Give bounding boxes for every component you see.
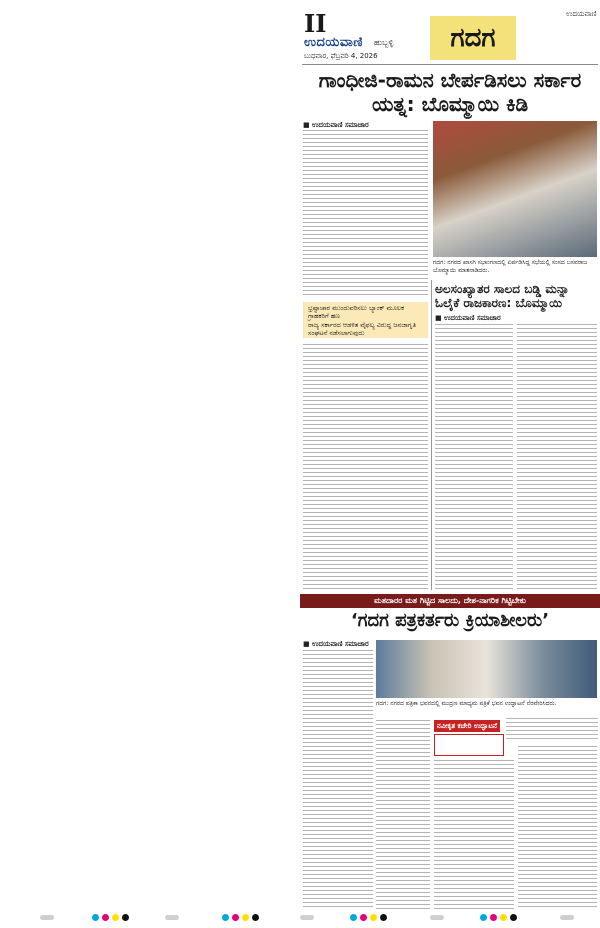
reg-magenta <box>360 914 367 921</box>
third-body-col1 <box>303 650 373 910</box>
reg-magenta <box>232 914 239 921</box>
reg-yellow <box>242 914 249 921</box>
second-body-col1 <box>435 324 513 590</box>
reg-yellow <box>500 914 507 921</box>
second-byline: ■ ಉದಯವಾಣಿ ಸಮಾಚಾರ <box>435 314 501 322</box>
reg-cyan <box>222 914 229 921</box>
lead-bullet-1: ಭ್ರಷ್ಟಾಚಾರ ಮುಂದುವರಿಸಲು ಬ್ಯಾಂಕ್ ಮೂಲಕ ಗ್ರಾಹಕರಿಗೆ ಹಣ <box>308 304 405 320</box>
lead-byline: ■ ಉದಯವಾಣಿ ಸಮಾಚಾರ <box>303 121 369 129</box>
reg-yellow <box>370 914 377 921</box>
print-mark <box>40 915 54 920</box>
lead-headline: ಗಾಂಧೀಜಿ-ರಾಮನ ಬೇರ್ಪಡಿಸಲು ಸರ್ಕಾರ ಯತ್ನ: ಬೊಮ್ಮಾಯಿ ಕಿಡಿ <box>318 68 582 116</box>
section-title: ಗದಗ <box>450 23 496 53</box>
print-mark <box>300 915 314 920</box>
reg-magenta <box>490 914 497 921</box>
corner-label: ಉದಯವಾಣಿ <box>566 10 597 18</box>
header-rule <box>302 64 598 65</box>
third-body-col4 <box>518 746 597 910</box>
third-byline: ■ ಉದಯವಾಣಿ ಸಮಾಚಾರ <box>303 640 369 648</box>
column-rule <box>431 280 432 590</box>
lead-photo <box>433 121 597 257</box>
print-mark <box>165 915 179 920</box>
paper-edition: ಹುಬ್ಬಳ್ಳಿ <box>374 38 394 47</box>
third-headline: ‘ಗದಗ ಪತ್ರಕರ್ತರು ಕ್ರಿಯಾಶೀಲರು’ <box>350 610 550 631</box>
paper-date: ಬುಧವಾರ, ಫೆಬ್ರವರಿ 4, 2026 <box>304 52 378 60</box>
third-photo <box>376 640 597 698</box>
third-body-col3 <box>434 760 514 910</box>
strip-text: ಮತದಾರರ ಮತ ಗಿಟ್ಟಿದ ಸಾಲದು, ದೇಶ-ನಾಗರಿಕ ಗಿಟ್ಟಿಬೇಕು <box>374 596 526 605</box>
lead-body-col2 <box>303 344 428 590</box>
third-photo-caption: ಗದಗ: ನಗರದ ಪತ್ರಿಕಾ ಭವನದಲ್ಲಿ ಮುದ್ರಣ ಮಾಧ್ಯಮ ಪತ್ರಿಕೆ ಭವನ ಉದ್ಘಾಟನೆ ನೆರವೇರಿಸಿದರು. <box>376 700 557 707</box>
lead-bullet-2: ರಾಜ್ಯ ಸರ್ಕಾರದ ಆಡಳಿತ ವೈಫಲ್ಯ ವಿರುದ್ಧ ಜನಜಾಗೃತಿ ಸಂಘಟನೆ ನಡೆಸಲಾಗುವುದು <box>308 321 417 337</box>
third-inset <box>434 734 504 756</box>
second-headline: ಅಲಸಂಖ್ಯಾತರ ಸಾಲದ ಬಡ್ಡಿ ಮನ್ನಾ ಓಲೈಕೆ ರಾಜಕಾರಣ: ಬೊಮ್ಮಾಯಿ <box>435 282 570 310</box>
reg-yellow <box>112 914 119 921</box>
print-mark <box>560 915 574 920</box>
paper-name: ಉದಯವಾಣಿ <box>304 35 363 50</box>
lead-photo-caption: ಗದಗ: ನಗರದ ಖಾಸಗಿ ಸಭಾಂಗಣದಲ್ಲಿ ಏರ್ಪಡಿಸಿದ್ದ ಸಭೆಯಲ್ಲಿ ಸಂಸದ ಬಸವರಾಜ ಬೊಮ್ಮಾಯಿ ಮಾತನಾಡಿದರು. <box>433 259 588 274</box>
lead-body-col1 <box>303 130 428 298</box>
third-quote <box>506 718 598 742</box>
reg-magenta <box>102 914 109 921</box>
third-tag: ನವೀಕೃತ ಕಚೇರಿ ಉದ್ಘಾಟನೆ <box>436 722 498 730</box>
reg-black <box>380 914 387 921</box>
reg-cyan <box>350 914 357 921</box>
reg-cyan <box>480 914 487 921</box>
reg-black <box>252 914 259 921</box>
print-mark <box>430 915 444 920</box>
third-body-col2 <box>376 720 430 910</box>
reg-black <box>510 914 517 921</box>
second-body-col2 <box>517 324 597 590</box>
reg-black <box>122 914 129 921</box>
reg-cyan <box>92 914 99 921</box>
page-number: II <box>304 9 327 38</box>
